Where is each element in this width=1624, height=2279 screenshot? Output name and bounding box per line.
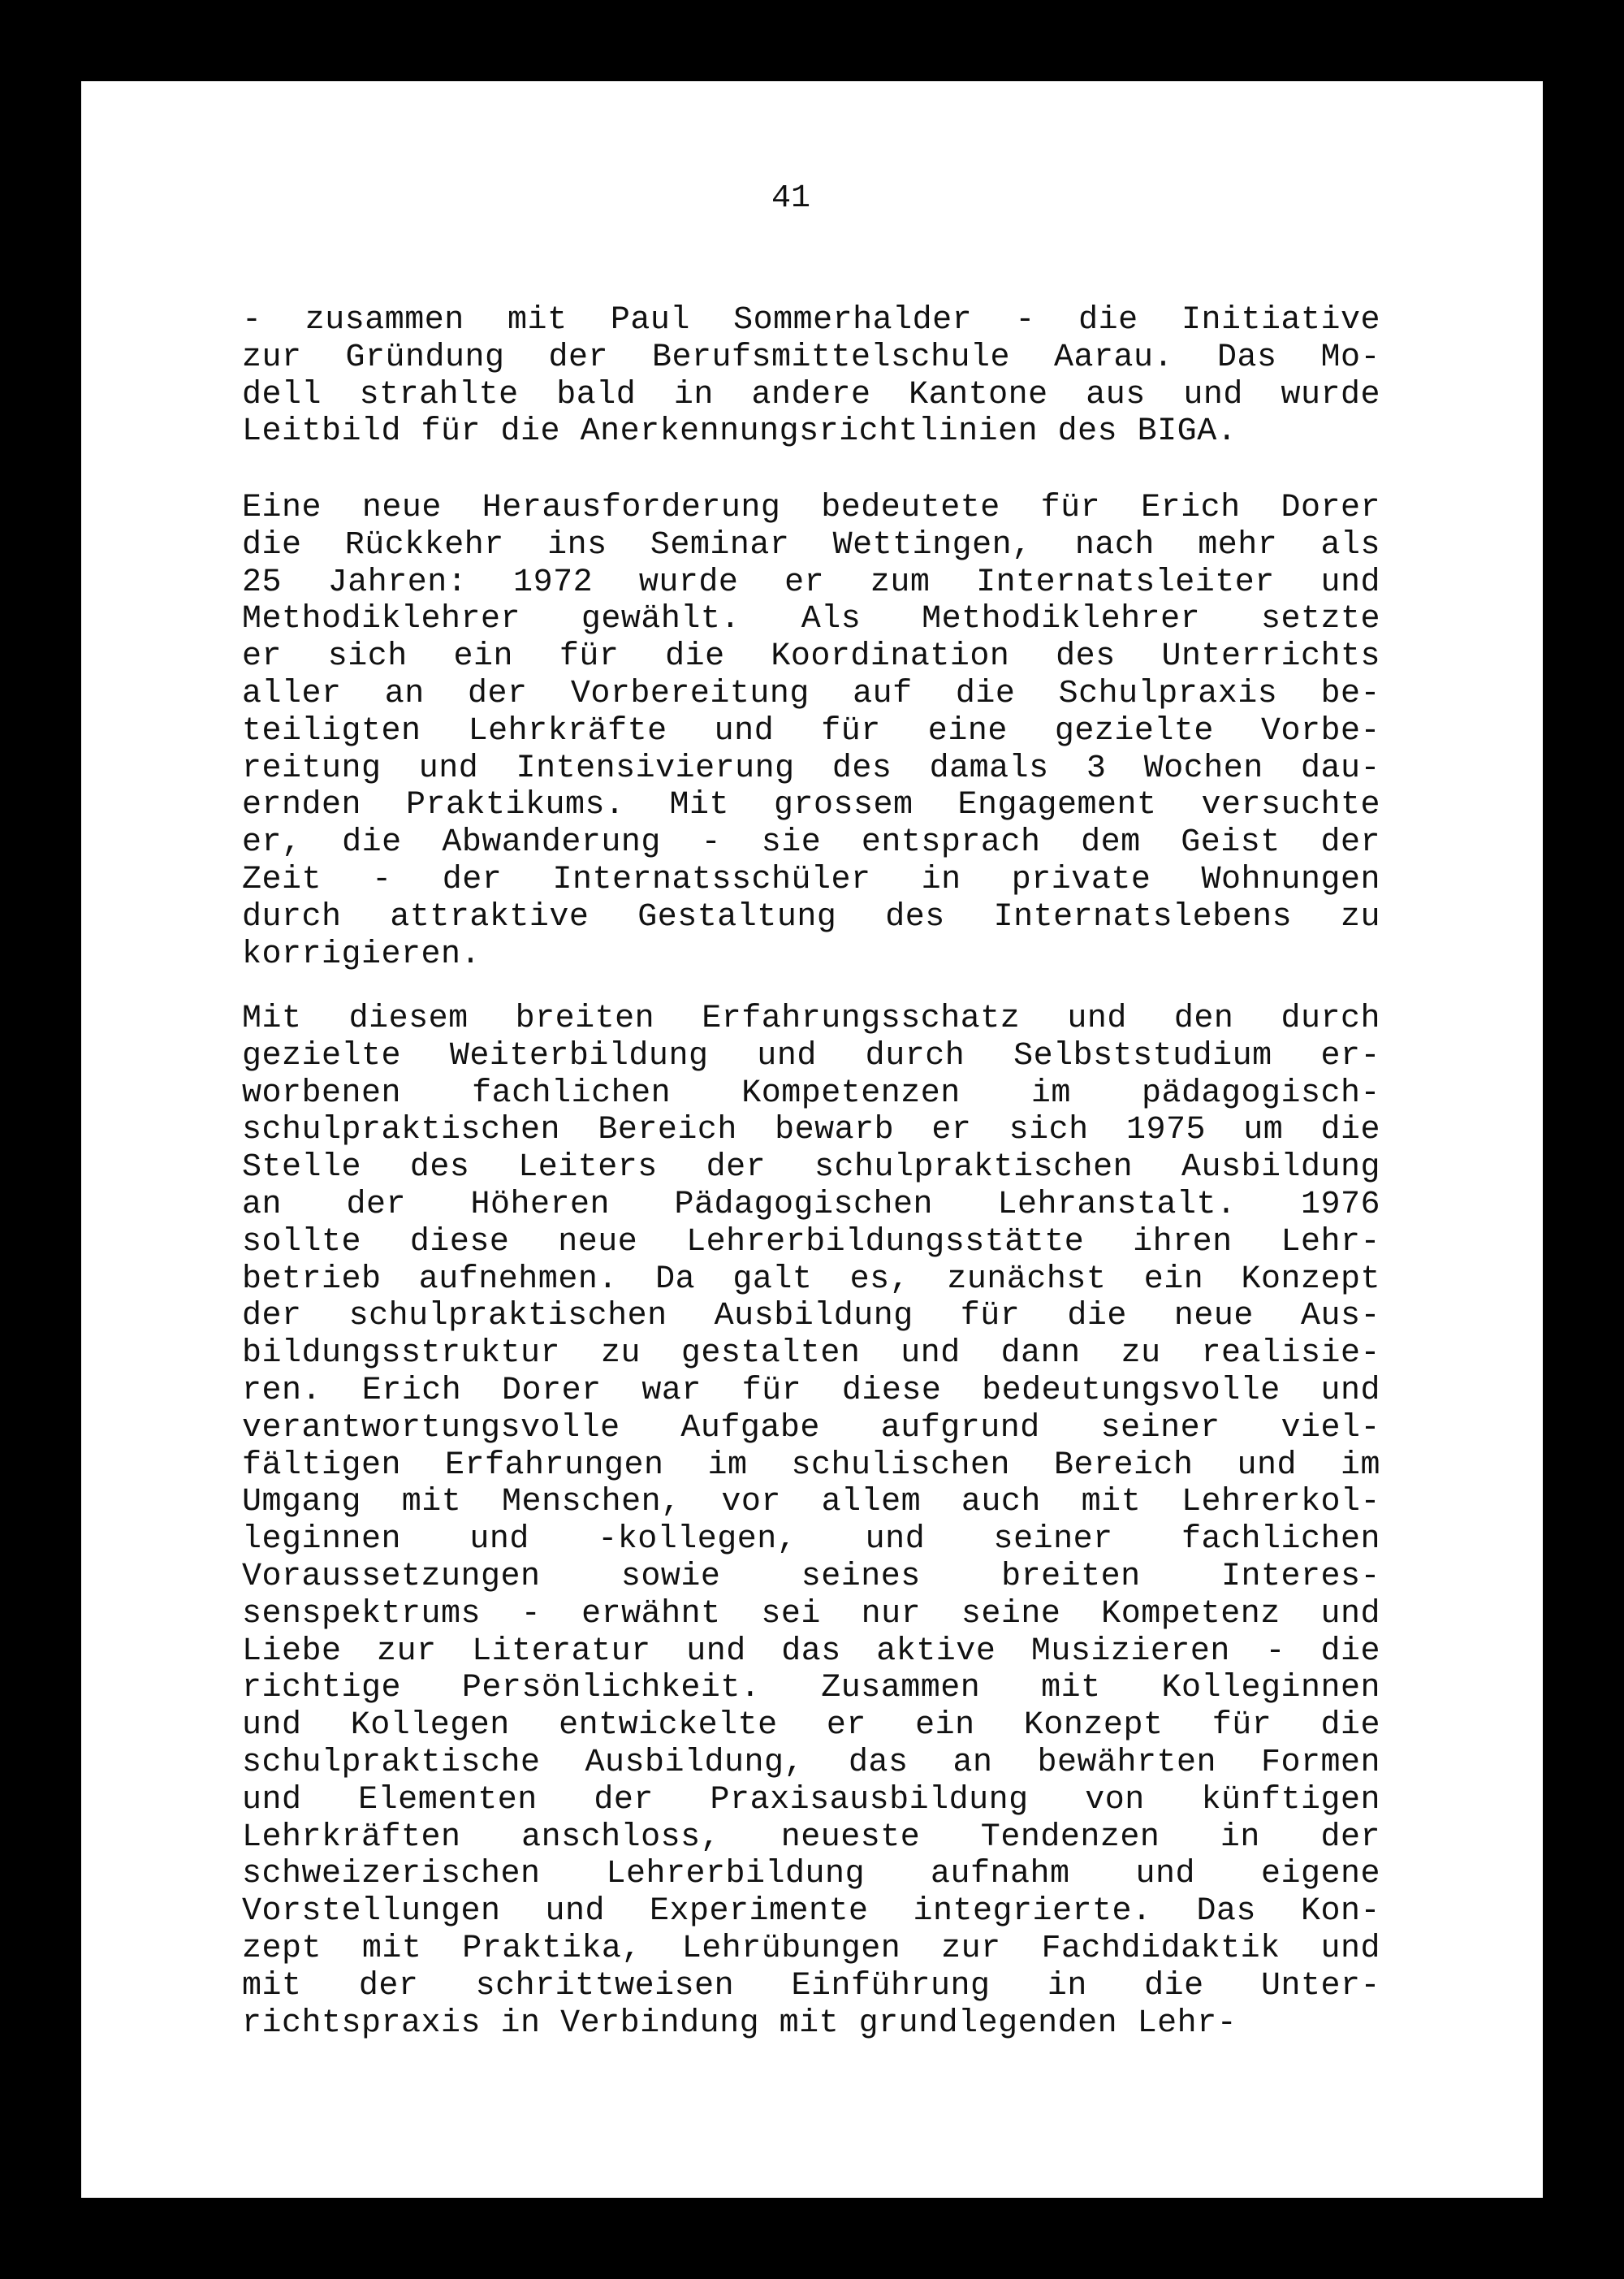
text-line: reitung und Intensivierung des damals 3 Wochen dau-	[242, 750, 1380, 787]
text-line: Vorstellungen und Experimente integrierte. Das Kon-	[242, 1893, 1380, 1931]
text-line: senspektrums - erwähnt sei nur seine Kompetenz und	[242, 1595, 1380, 1632]
text-line: Voraussetzungen sowie seines breiten Interes-	[242, 1558, 1380, 1595]
text-line: richtspraxis in Verbindung mit grundlegenden Lehr-	[242, 2004, 1237, 2042]
text-line: - zusammen mit Paul Sommerhalder - die Initiative	[242, 302, 1380, 339]
text-line: mit der schrittweisen Einführung in die Unter-	[242, 1967, 1380, 2004]
text-line: Umgang mit Menschen, vor allem auch mit Lehrerkol-	[242, 1484, 1380, 1521]
text-line: Eine neue Herausforderung bedeutete für Erich Dorer	[242, 490, 1380, 526]
text-line: betrieb aufnehmen. Da galt es, zunächst ein Konzept	[242, 1261, 1380, 1298]
text-line: schulpraktischen Bereich bewarb er sich 1975 um die	[242, 1112, 1380, 1149]
text-line: schweizerischen Lehrerbildung aufnahm und eigene	[242, 1856, 1380, 1893]
paragraph	[242, 1001, 1380, 2042]
text-line: dell strahlte bald in andere Kantone aus und wurde	[242, 376, 1380, 413]
text-line: durch attraktive Gestaltung des Internatslebens zu	[242, 898, 1380, 936]
text-line: zept mit Praktika, Lehrübungen zur Fachdidaktik und	[242, 1930, 1380, 1967]
text-line: 25 Jahren: 1972 wurde er zum Internatsleiter und	[242, 564, 1380, 601]
text-line: die Rückkehr ins Seminar Wettingen, nach mehr als	[242, 526, 1380, 564]
text-line: Mit diesem breiten Erfahrungsschatz und den durch	[242, 1001, 1380, 1037]
text-line: an der Höheren Pädagogischen Lehranstalt. 1976	[242, 1186, 1380, 1223]
text-line: er, die Abwanderung - sie entsprach dem Geist der	[242, 824, 1380, 862]
text-line: Leitbild für die Anerkennungsrichtlinien des BIGA.	[242, 413, 1237, 451]
text-line: Zeit - der Internatsschüler in private Wohnungen	[242, 861, 1380, 898]
text-line: gezielte Weiterbildung und durch Selbststudium er-	[242, 1037, 1380, 1075]
text-line: ernden Praktikums. Mit grossem Engagement versuchte	[242, 787, 1380, 824]
paragraph	[242, 490, 1380, 973]
text-line: richtige Persönlichkeit. Zusammen mit Kolleginnen	[242, 1670, 1380, 1707]
text-line: er sich ein für die Koordination des Unterrichts	[242, 638, 1380, 676]
text-line: Stelle des Leiters der schulpraktischen Ausbildung	[242, 1149, 1380, 1187]
text-line: verantwortungsvolle Aufgabe aufgrund seiner viel-	[242, 1409, 1380, 1447]
text-line: leginnen und -kollegen, und seiner fachlichen	[242, 1521, 1380, 1559]
text-line: fältigen Erfahrungen im schulischen Bereich und im	[242, 1447, 1380, 1484]
text-line: ren. Erich Dorer war für diese bedeutungsvolle und	[242, 1372, 1380, 1409]
text-line: und Kollegen entwickelte er ein Konzept für die	[242, 1707, 1380, 1745]
text-line: bildungsstruktur zu gestalten und dann zu realisie-	[242, 1335, 1380, 1373]
text-line: der schulpraktischen Ausbildung für die neue Aus-	[242, 1298, 1380, 1335]
text-line: und Elementen der Praxisausbildung von künftigen	[242, 1781, 1380, 1818]
text-line: Lehrkräften anschloss, neueste Tendenzen in der	[242, 1818, 1380, 1856]
text-line: aller an der Vorbereitung auf die Schulpraxis be-	[242, 675, 1380, 712]
text-line: teiligten Lehrkräfte und für eine gezielte Vorbe-	[242, 712, 1380, 750]
text-line: worbenen fachlichen Kompetenzen im pädagogisch-	[242, 1075, 1380, 1112]
text-line: zur Gründung der Berufsmittelschule Aarau. Das Mo-	[242, 339, 1380, 376]
text-line: schulpraktische Ausbildung, das an bewährten Formen	[242, 1744, 1380, 1781]
page-number: 41	[771, 180, 811, 217]
text-line: korrigieren.	[242, 936, 482, 973]
text-line: sollte diese neue Lehrerbildungsstätte ihren Lehr-	[242, 1223, 1380, 1261]
text-line: Methodiklehrer gewählt. Als Methodiklehrer setzte	[242, 601, 1380, 638]
paragraph	[242, 302, 1380, 451]
text-line: Liebe zur Literatur und das aktive Musizieren - die	[242, 1632, 1380, 1670]
